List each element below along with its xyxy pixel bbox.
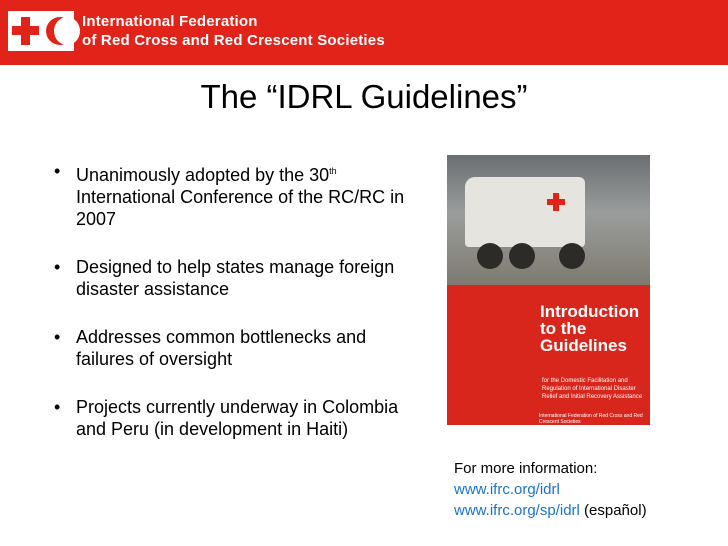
more-info-label: For more information: [454,460,598,477]
truck-red-cross-icon [547,193,565,211]
more-info-block [454,458,647,521]
bullet-text: Addresses common bottlenecks and failures of oversight [76,327,367,369]
truck-wheel [509,243,535,269]
red-crescent-icon-cut [54,17,80,45]
cover-subtitle: for the Domestic Facilitation and Regulation of International Disaster Relief and Initial Recovery Assistance [542,378,643,400]
bullet-dot: • [54,327,61,347]
bullet-item [54,160,414,230]
idrl-link[interactable]: www.ifrc.org/idrl [454,481,560,498]
spanish-note: (español) [579,502,647,519]
cover-title [540,303,648,354]
bullet-text: Designed to help states manage foreign disaster assistance [76,257,395,299]
cover-title-line: Guidelines [540,336,627,355]
truck-photo [447,155,650,285]
cover-footer: International Federation of Red Cross and Red Crescent Societies [539,413,643,425]
cover-title-line: Introduction [540,302,640,321]
bullet-dot: • [54,397,61,417]
bullet-text: Unanimously adopted by the 30 [76,165,330,185]
truck-wheel [477,243,503,269]
red-cross-icon-bar [12,26,39,35]
org-name-line2: of Red Cross and Red Crescent Societies [82,32,385,49]
slide-title: The “IDRL Guidelines” [200,78,528,115]
cover-title-line: to the [540,319,587,338]
org-name-line1: International Federation [82,13,258,30]
bullet-list [54,160,414,466]
idrl-spanish-link[interactable]: www.ifrc.org/sp/idrl [454,502,580,519]
truck-wheel [559,243,585,269]
bullet-text-cont: International Conference of the RC/RC in 2007 [76,187,405,229]
bullet-item [54,256,414,300]
bullet-superscript: th [329,166,337,176]
bullet-dot: • [54,257,61,277]
ifrc-logo [8,11,74,51]
bullet-text: Projects currently underway in Colombia and Peru (in development in Haiti) [76,397,399,439]
bullet-item [54,396,414,440]
bullet-dot: • [54,161,61,181]
bullet-item [54,326,414,370]
guidelines-cover-image [447,155,650,425]
header-bar [0,0,728,65]
truck-body [465,177,585,247]
